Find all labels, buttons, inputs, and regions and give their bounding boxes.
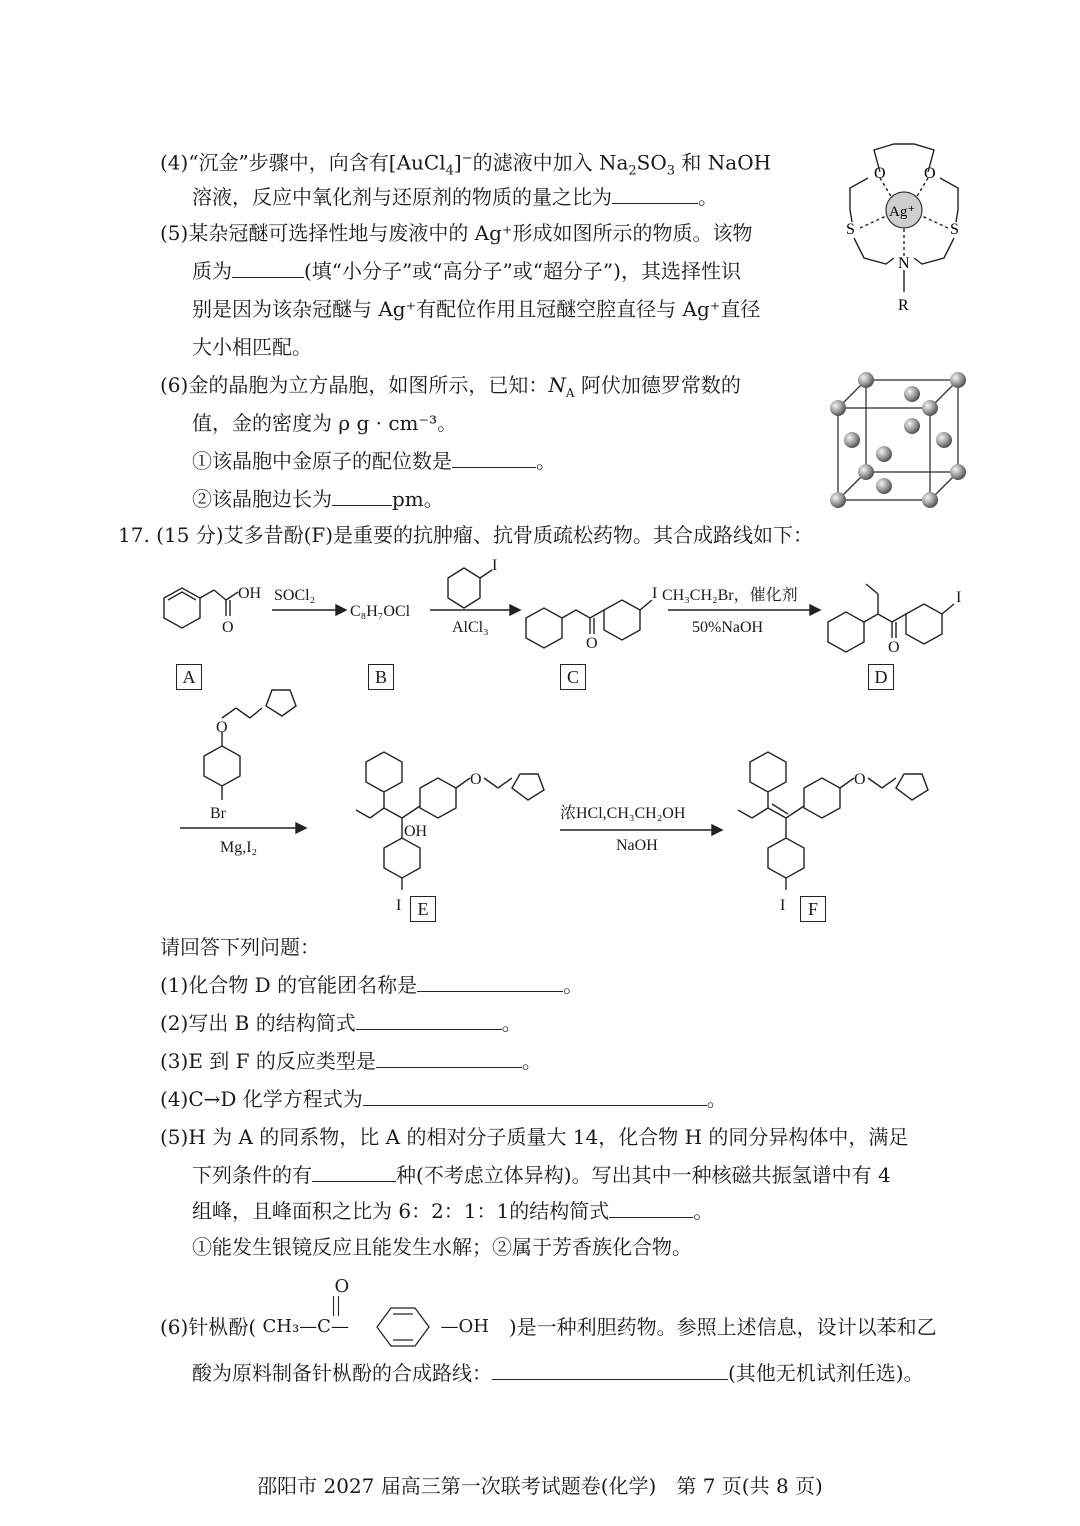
gold-unit-cell-figure <box>826 364 976 514</box>
atom-label: O <box>586 635 598 652</box>
nitrogen-atom: N <box>898 255 910 272</box>
atom-label: O <box>888 639 900 656</box>
compound-label-d: D <box>868 664 894 690</box>
reagent-label: 浓HCl,CH₃CH₂OH <box>560 805 686 822</box>
atom-label: OH <box>238 585 262 602</box>
q16-part4-line1: (4)“沉金”步骤中，向含有[AuCl$_4$]−的滤液中加入 $Na_2SO_3$ 和 NaOH <box>160 150 772 179</box>
answer-blank[interactable] <box>452 449 536 468</box>
answer-blank[interactable] <box>332 487 392 506</box>
answer-blank[interactable] <box>492 1361 728 1380</box>
q17-sub5-line4: ①能发生银镜反应且能发生水解；②属于芳香族化合物。 <box>192 1235 692 1259</box>
reagent-label: NaOH <box>616 837 658 854</box>
atom-label: O <box>222 619 234 636</box>
atom-label: Br <box>210 805 226 822</box>
q16-part5-line3: 别是因为该杂冠醚与 Ag⁺有配位作用且冠醚空腔直径与 Ag⁺直径 <box>192 297 761 321</box>
sulfur-atom: S <box>950 221 959 238</box>
q16-part6-q2: ②该晶胞边长为 pm。 <box>192 487 444 511</box>
page-footer: 邵阳市 2027 届高三第一次联考试题卷(化学) 第 7 页(共 8 页) <box>257 1474 823 1498</box>
atom-label: I <box>396 897 402 914</box>
q17-sub3: (3)E 到 F 的反应类型是 。 <box>160 1049 542 1073</box>
q17-sub4: (4)C→D 化学方程式为 。 <box>160 1087 727 1111</box>
q16-part4-line2: 溶液，反应中氧化剂与还原剂的物质的量之比为 。 <box>192 185 718 209</box>
compound-formula: C₈H₇OCl <box>350 603 411 620</box>
acetylphenol-structure: CH₃—C— O —OH <box>263 1314 503 1340</box>
q16-part6-q1: ①该晶胞中金原子的配位数是 。 <box>192 449 556 473</box>
reagent-label: CH₃CH₂Br，催化剂 <box>662 587 798 604</box>
answer-blank[interactable] <box>609 1199 693 1218</box>
q17-sub5-line1: (5)H 为 A 的同系物，比 A 的相对分子质量大 14，化合物 H 的同分异构体中，满足 <box>160 1125 909 1149</box>
q17-sub5-line3: 组峰，且峰面积之比为 6：2：1：1的结构简式 。 <box>192 1199 714 1223</box>
answer-blank[interactable] <box>612 185 698 204</box>
atom-label: O <box>854 771 866 788</box>
compound-label-c: C <box>560 664 586 690</box>
atom-label: I <box>780 897 786 914</box>
q16-part6-line1: (6)金的晶胞为立方晶胞，如图所示，已知：$N_A$ 阿伏加德罗常数的 <box>160 373 741 400</box>
answer-blank[interactable] <box>232 259 304 278</box>
q17-sub6-line1: (6)针枞酚( CH₃—C— O —OH )是一种利胆药物。参照上述信息，设计以苯和乙 <box>160 1314 937 1340</box>
answer-blank[interactable] <box>312 1163 396 1182</box>
q17-sub6-line2: 酸为原料制备针枞酚的合成路线： (其他无机试剂任选)。 <box>192 1361 924 1385</box>
answer-blank[interactable] <box>356 1011 502 1030</box>
oxygen-atom: O <box>874 165 886 182</box>
crown-ether-figure <box>840 140 970 320</box>
reagent-label: AlCl₃ <box>452 619 489 636</box>
q17-header: 17. (15 分)艾多昔酚(F)是重要的抗肿瘤、抗骨质疏松药物。其合成路线如下： <box>118 523 814 547</box>
q16-part6-line2: 值，金的密度为 ρ g · cm⁻³。 <box>192 411 458 435</box>
reagent-label: Mg,I₂ <box>220 839 258 856</box>
compound-label-f: F <box>800 896 826 922</box>
atom-label: O <box>470 771 482 788</box>
atom-label: I <box>492 557 498 574</box>
q16-part5-line1: (5)某杂冠醚可选择性地与废液中的 Ag⁺形成如图所示的物质。该物 <box>160 221 753 245</box>
compound-label-e: E <box>410 896 436 922</box>
r-group: R <box>898 297 909 314</box>
answer-blank[interactable] <box>363 1087 707 1106</box>
atom-label: I <box>652 585 658 602</box>
answer-blank[interactable] <box>417 973 563 992</box>
atom-label: O <box>216 719 228 736</box>
atom-label: I <box>956 589 962 606</box>
q16-part5-line4: 大小相匹配。 <box>192 335 312 359</box>
q17-sub1: (1)化合物 D 的官能团名称是 。 <box>160 973 584 997</box>
q17-intro: 请回答下列问题： <box>160 935 320 959</box>
q17-sub2: (2)写出 B 的结构简式 。 <box>160 1011 522 1035</box>
compound-label-b: B <box>368 664 394 690</box>
compound-label-a: A <box>176 664 202 690</box>
q16-part5-line2: 质为 (填“小分子”或“高分子”或“超分子”)，其选择性识 <box>192 259 741 283</box>
answer-blank[interactable] <box>376 1049 522 1068</box>
q17-sub5-line2: 下列条件的有 种(不考虑立体异构)。写出其中一种核磁共振氢谱中有 4 <box>192 1163 891 1187</box>
atom-label: OH <box>404 823 428 840</box>
synthesis-scheme <box>140 556 980 926</box>
oxygen-atom: O <box>924 165 936 182</box>
reagent-label: SOCl₂ <box>274 587 316 604</box>
silver-ion: Ag⁺ <box>889 204 916 220</box>
reagent-label: 50%NaOH <box>692 619 764 636</box>
sulfur-atom: S <box>846 221 855 238</box>
